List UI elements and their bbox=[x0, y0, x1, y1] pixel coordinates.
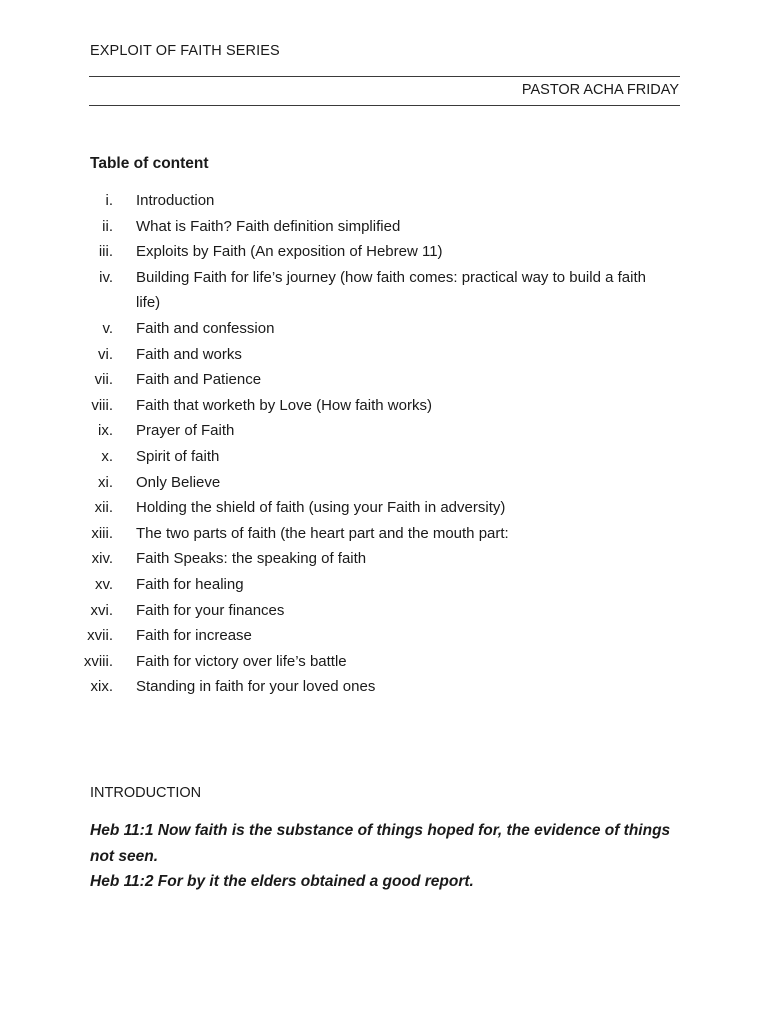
toc-item-title: Faith and Patience bbox=[136, 371, 262, 389]
toc-item-title: Faith and works bbox=[136, 345, 242, 363]
toc-item-number: xi. bbox=[98, 473, 113, 491]
toc-item-number: xii. bbox=[94, 499, 113, 517]
introduction-heading: INTRODUCTION bbox=[90, 785, 202, 801]
toc-item bbox=[0, 649, 768, 675]
toc-item bbox=[0, 418, 768, 444]
toc-item bbox=[0, 342, 768, 368]
toc-item-number: i. bbox=[105, 192, 113, 209]
toc-item-title: The two parts of faith (the heart part and the mouth part: bbox=[136, 524, 509, 542]
toc-item-title: Faith that worketh by Love (How faith works) bbox=[136, 396, 432, 414]
toc-item-number: vii. bbox=[94, 371, 113, 389]
toc-item-number: v. bbox=[102, 319, 113, 337]
toc-item-title: Standing in faith for your loved ones bbox=[136, 678, 376, 696]
toc-item-title: Faith for your finances bbox=[136, 601, 285, 619]
toc-item-title: Holding the shield of faith (using your Faith in adversity) bbox=[136, 499, 506, 517]
header-rule-bottom bbox=[89, 105, 680, 106]
toc-item-number: xiv. bbox=[91, 550, 113, 568]
toc-item bbox=[0, 623, 768, 649]
toc-item bbox=[0, 598, 768, 624]
toc-item bbox=[0, 367, 768, 393]
toc-item-number: ii. bbox=[102, 217, 113, 235]
series-title: EXPLOIT OF FAITH SERIES bbox=[90, 43, 280, 59]
toc-item-title: Spirit of faith bbox=[136, 447, 220, 465]
toc-item-number: iv. bbox=[99, 268, 113, 286]
header-rule-top bbox=[89, 76, 680, 77]
toc-item bbox=[0, 265, 768, 316]
author-name: PASTOR ACHA FRIDAY bbox=[521, 82, 679, 98]
toc-heading: Table of content bbox=[90, 155, 209, 172]
toc-item bbox=[0, 470, 768, 496]
toc-item-number: xix. bbox=[90, 678, 113, 696]
toc-item-title: Only Believe bbox=[136, 473, 221, 491]
toc-item-number: xvii. bbox=[87, 627, 113, 645]
table-of-contents bbox=[0, 188, 768, 700]
toc-item-title: Faith for increase bbox=[136, 627, 252, 645]
toc-item-title: Faith and confession bbox=[136, 319, 275, 337]
toc-item-number: xiii. bbox=[91, 524, 113, 542]
toc-item-title: Exploits by Faith (An exposition of Hebrew 11) bbox=[136, 243, 443, 261]
toc-item bbox=[0, 316, 768, 342]
toc-item bbox=[0, 572, 768, 598]
toc-item bbox=[0, 444, 768, 470]
verse-heb-11-1: Heb 11:1 Now faith is the substance of things hoped for, the evidence of things not seen. bbox=[90, 822, 671, 865]
toc-item-title: Faith Speaks: the speaking of faith bbox=[136, 550, 367, 568]
toc-item-title: Building Faith for life’s journey (how faith comes: practical way to build a faith life) bbox=[136, 268, 646, 312]
verse-heb-11-2: Heb 11:2 For by it the elders obtained a good report. bbox=[90, 873, 474, 891]
toc-item-number: xv. bbox=[94, 575, 113, 593]
toc-item-title: Faith for healing bbox=[136, 575, 244, 593]
toc-item bbox=[0, 521, 768, 547]
toc-item bbox=[0, 674, 768, 700]
toc-item-number: xviii. bbox=[83, 652, 113, 670]
toc-item-number: viii. bbox=[91, 396, 113, 414]
toc-item bbox=[0, 214, 768, 240]
toc-item-number: x. bbox=[101, 447, 113, 465]
toc-item-number: ix. bbox=[98, 422, 113, 440]
toc-item-number: vi. bbox=[98, 345, 113, 363]
toc-item-title: Prayer of Faith bbox=[136, 422, 235, 440]
toc-item-number: iii. bbox=[98, 243, 113, 261]
toc-item-number: xvi. bbox=[90, 601, 113, 619]
scripture-verses bbox=[90, 818, 690, 895]
toc-item-title: Introduction bbox=[136, 192, 215, 209]
toc-item bbox=[0, 495, 768, 521]
toc-item-title: What is Faith? Faith definition simplified bbox=[136, 217, 401, 235]
toc-item bbox=[0, 239, 768, 265]
toc-item bbox=[0, 546, 768, 572]
toc-item bbox=[0, 393, 768, 419]
toc-item bbox=[0, 188, 768, 214]
toc-item-title: Faith for victory over life’s battle bbox=[136, 652, 347, 670]
